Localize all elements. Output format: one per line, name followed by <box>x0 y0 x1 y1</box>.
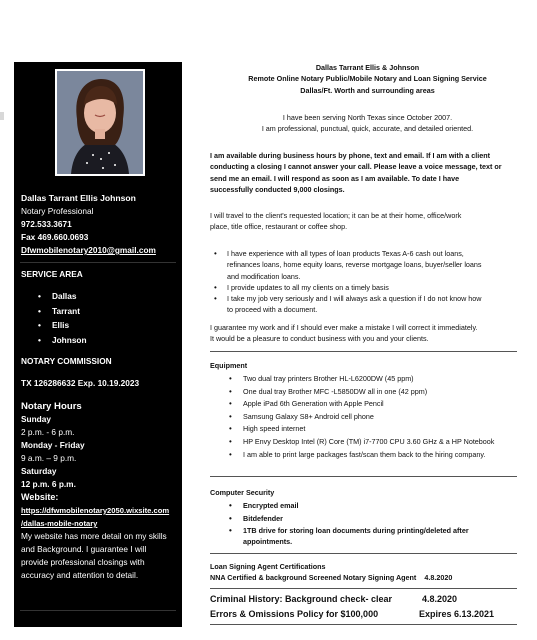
guarantee-paragraph <box>210 322 525 345</box>
sidebar-divider <box>20 610 176 611</box>
security-title: Computer Security <box>210 488 275 497</box>
criminal-history-row <box>210 594 517 605</box>
experience-item <box>210 248 525 282</box>
availability-line: successfully conducted 9,000 closings. <box>210 184 345 194</box>
header-line: Remote Online Notary Public/Mobile Notary and Loan Signing Service <box>248 74 487 84</box>
website-link-line1[interactable]: https://dfwmobilenotary2050.wixsite.com <box>21 506 170 515</box>
intro <box>210 112 525 135</box>
sidebar-name: Dallas Tarrant Ellis Johnson <box>21 193 136 203</box>
availability-line: send me an email. I will respond as soon as I am available. To date I have <box>210 173 460 183</box>
equipment-title: Equipment <box>210 361 248 370</box>
availability-line: I am available during business hours by phone, text and email. If I am with a client <box>210 151 490 160</box>
availability-line: conducting a closing I cannot answer your call. Please leave a voice message, text or <box>210 162 502 172</box>
about-text: provide professional closings with <box>21 557 145 567</box>
service-area-item: • Tarrant <box>21 305 178 320</box>
notary-commission-number: TX 126286632 Exp. 10.19.2023 <box>21 378 140 388</box>
equipment-list <box>210 373 525 461</box>
eo-policy-label: Errors & Omissions Policy for $100,000 <box>210 609 379 619</box>
equipment-item: • One dual tray Brother MFC -L5850DW all in one (42 ppm) <box>210 386 525 399</box>
experience-line: refinances loans, home equity loans, reverse mortgage loans, buyer/seller loans <box>227 260 482 270</box>
guarantee-line: I guarantee my work and if I should ever make a mistake I will correct it immediately. <box>210 323 478 332</box>
section-divider <box>210 624 517 625</box>
eo-policy-expiry: Expires 6.13.2021 <box>419 609 495 619</box>
availability-paragraph <box>210 150 525 195</box>
about-text: accuracy and attention to detail. <box>21 570 139 580</box>
sidebar-role: Notary Professional <box>21 206 94 216</box>
experience-line: • I take my job very seriously and I will always ask a question if I do not know how <box>227 294 482 304</box>
weekday-hours: 9 a.m. – 9 p.m. <box>21 453 77 463</box>
intro-line: I have been serving North Texas since October 2007. <box>282 113 453 122</box>
equipment-item: • I am able to print large packages fast/scan them back to the hiring company. <box>210 449 525 462</box>
experience-item <box>210 282 525 293</box>
section-divider <box>210 476 517 477</box>
service-area-item: • Johnson <box>21 334 178 349</box>
service-area-title: SERVICE AREA <box>21 269 83 279</box>
website-title: Website: <box>21 492 59 502</box>
sidebar-email-link[interactable]: Dfwmobilenotary2010@gmail.com <box>21 245 156 255</box>
certification-name: NNA Certified & background Screened Notary Signing Agent <box>210 573 417 583</box>
equipment-item: • HP Envy Desktop Intel (R) Core (TM) i7-7700 CPU 3.60 GHz & a HP Notebook <box>210 436 525 449</box>
eo-policy-row <box>210 609 517 620</box>
security-list <box>210 500 525 548</box>
profile-photo <box>57 71 143 174</box>
criminal-history-date: 4.8.2020 <box>422 594 458 604</box>
sunday-hours: 2 p.m. - 6 p.m. <box>21 427 75 437</box>
saturday-hours: 12 p.m. 6 p.m. <box>21 479 76 489</box>
security-item <box>210 500 525 513</box>
criminal-history-label: Criminal History: Background check- clear <box>210 594 393 604</box>
header-line: Dallas/Ft. Worth and surrounding areas <box>300 85 435 95</box>
service-area-item: • Dallas <box>21 290 178 305</box>
security-line: appointments. <box>243 537 293 547</box>
notary-commission-title: NOTARY COMMISSION <box>21 356 112 366</box>
sidebar-fax: Fax 469.660.0693 <box>21 232 89 242</box>
profile-photo-frame <box>55 69 145 176</box>
travel-paragraph <box>210 210 525 233</box>
experience-line: to proceed with a document. <box>227 305 318 315</box>
travel-line: place, title office, restaurant or coffee shop. <box>210 222 348 232</box>
security-line: • Bitdefender <box>243 513 283 523</box>
equipment-item: • Two dual tray printers Brother HL-L6200DW (45 ppm) <box>210 373 525 386</box>
equipment-item: • High speed internet <box>210 423 525 436</box>
portrait-illustration <box>57 71 143 174</box>
service-area-list <box>21 290 178 348</box>
page-header <box>210 62 525 96</box>
experience-line: • I have experience with all types of loan products Texas A-6 cash out loans, <box>227 249 464 258</box>
section-divider <box>210 588 517 589</box>
certifications <box>210 561 525 584</box>
weekday-label: Monday - Friday <box>21 440 85 450</box>
website-link-line2[interactable]: /dallas-mobile-notary <box>21 519 98 528</box>
certification-date: 4.8.2020 <box>424 573 453 583</box>
travel-line: I will travel to the client's requested location; it can be at their home, office/work <box>210 211 462 220</box>
experience-item <box>210 293 525 316</box>
sidebar-divider <box>20 262 176 263</box>
certification-row <box>210 572 525 583</box>
section-divider <box>210 553 517 554</box>
about-text: and Background. I guarantee I will <box>21 544 147 554</box>
security-line: • 1TB drive for storing loan documents during printing/deleted after <box>243 526 469 536</box>
security-line: • Encrypted email <box>243 501 299 510</box>
contact-sidebar <box>14 62 182 627</box>
experience-line: • I provide updates to all my clients on a timely basis <box>227 282 389 292</box>
certifications-title: Loan Signing Agent Certifications <box>210 562 326 571</box>
service-area-item: • Ellis <box>21 319 178 334</box>
sunday-label: Sunday <box>21 414 51 424</box>
section-divider <box>210 351 517 352</box>
page-edge-mark <box>0 112 4 120</box>
equipment-item: • Apple iPad 6th Generation with Apple Pencil <box>210 398 525 411</box>
saturday-label: Saturday <box>21 466 57 476</box>
security-item <box>210 513 525 526</box>
guarantee-line: It would be a pleasure to conduct business with you and your clients. <box>210 334 429 344</box>
header-line: Dallas Tarrant Ellis & Johnson <box>315 63 420 72</box>
sidebar-phone[interactable]: 972.533.3671 <box>21 219 72 229</box>
experience-line: and modification loans. <box>227 271 301 281</box>
equipment-item: • Samsung Galaxy S8+ Android cell phone <box>210 411 525 424</box>
intro-line: I am professional, punctual, quick, accurate, and detailed oriented. <box>261 124 474 134</box>
security-item <box>210 525 525 548</box>
experience-list <box>210 248 525 316</box>
about-text: My website has more detail on my skills <box>21 531 167 541</box>
notary-hours-title: Notary Hours <box>21 401 82 412</box>
